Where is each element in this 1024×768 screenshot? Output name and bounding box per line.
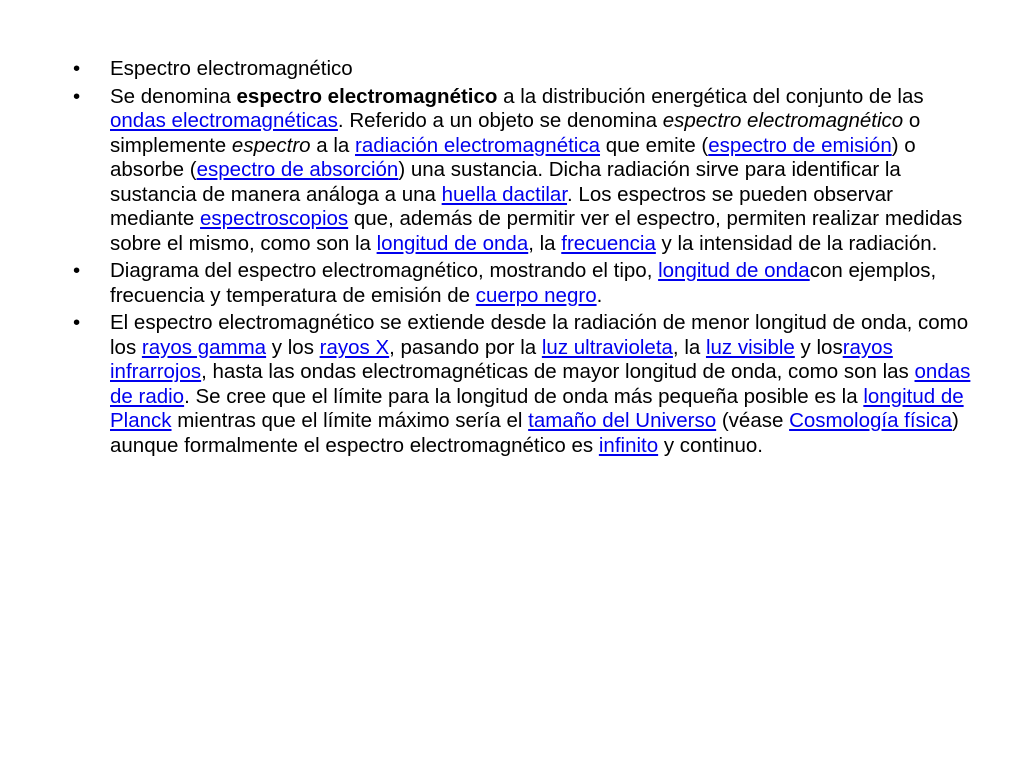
text-segment: mientras que el límite máximo sería el	[171, 409, 529, 432]
italic-term: espectro electromagnético	[662, 109, 904, 132]
bullet-item-definition	[73, 85, 973, 257]
link-radiacion-electromagnetica[interactable]: radiación electromagnética	[355, 133, 601, 157]
link-rayos-infrarrojos[interactable]: rayos infrarrojos	[110, 335, 893, 383]
link-espectro-de-absorcion[interactable]: espectro de absorción	[196, 158, 399, 181]
bullet-item-title	[73, 57, 973, 82]
bullet-icon: •	[73, 311, 81, 334]
link-ondas-de-radio[interactable]: ondas de radio	[110, 360, 971, 408]
text-segment: y los	[266, 335, 320, 359]
text-segment: Diagrama del espectro electromagnético, mostrando el tipo,	[110, 259, 659, 282]
text-segment: ) o absorbe (	[110, 133, 916, 181]
text-segment: y continuo.	[658, 433, 763, 457]
text-segment: ) una sustancia. Dicha radiación sirve para identificar la sustancia de manera análoga a una	[110, 158, 901, 206]
bullet-icon: •	[73, 84, 81, 108]
bullet-list	[73, 57, 973, 461]
link-espectro-de-emision[interactable]: espectro de emisión	[708, 133, 892, 157]
bullet-item-diagram	[73, 259, 973, 308]
text-segment: , pasando por la	[389, 335, 542, 359]
text-segment: , la	[528, 231, 562, 255]
text-segment: ) aunque formalmente el espectro electromagnético es	[110, 409, 959, 457]
link-longitud-de-planck[interactable]: longitud de Planck	[110, 384, 964, 432]
link-luz-visible[interactable]: luz visible	[705, 335, 795, 359]
text-segment: y los	[794, 335, 843, 359]
link-ondas-electromagneticas[interactable]: ondas electromagnéticas	[110, 109, 338, 132]
bullet-icon: •	[73, 57, 81, 80]
text-segment: que, además de permitir ver el espectro, permiten realizar medidas sobre el mismo, como son la	[110, 207, 963, 255]
italic-term: espectro	[231, 133, 311, 157]
link-rayos-x[interactable]: rayos X	[319, 335, 390, 359]
text-segment: que emite (	[600, 133, 709, 157]
link-longitud-de-onda[interactable]: longitud de onda	[376, 231, 529, 255]
text-segment: o simplemente	[110, 109, 921, 157]
text-segment: Se denomina	[110, 84, 237, 108]
bold-term: espectro electromagnético	[236, 84, 498, 108]
text-segment: . Referido a un objeto se denomina	[337, 109, 663, 132]
text-segment: . Se cree que el límite para la longitud de onda más pequeña posible es la	[184, 384, 864, 408]
link-tamano-del-universo[interactable]: tamaño del Universo	[528, 409, 717, 432]
bullet-item-range	[73, 311, 973, 458]
link-huella-dactilar[interactable]: huella dactilar	[441, 182, 568, 206]
link-luz-ultravioleta[interactable]: luz ultravioleta	[541, 335, 673, 359]
link-cosmologia-fisica[interactable]: Cosmología física	[789, 409, 953, 432]
text-segment: (véase	[716, 409, 790, 432]
bullet-text: Espectro electromagnético	[110, 57, 353, 80]
text-segment: a la	[310, 133, 356, 157]
link-espectroscopios[interactable]: espectroscopios	[200, 207, 349, 230]
link-infinito[interactable]: infinito	[598, 433, 659, 457]
link-longitud-de-onda[interactable]: longitud de onda	[658, 259, 810, 282]
link-rayos-gamma[interactable]: rayos gamma	[141, 335, 267, 359]
text-segment: , hasta las ondas electromagnéticas de mayor longitud de onda, como son las	[201, 360, 915, 383]
text-segment: con ejemplos, frecuencia y temperatura de emisión de	[110, 259, 937, 307]
text-segment: .	[596, 283, 603, 307]
text-segment: y la intensidad de la radiación.	[655, 231, 938, 255]
text-segment: El espectro electromagnético se extiende desde la radiación de menor longitud de onda, como los	[110, 311, 969, 359]
text-segment: . Los espectros se pueden observar mediante	[110, 182, 893, 230]
link-frecuencia[interactable]: frecuencia	[561, 231, 656, 255]
bullet-icon: •	[73, 259, 81, 282]
text-segment: a la distribución energética del conjunto de las	[497, 84, 924, 108]
link-cuerpo-negro[interactable]: cuerpo negro	[475, 283, 597, 307]
text-segment: , la	[672, 335, 706, 359]
